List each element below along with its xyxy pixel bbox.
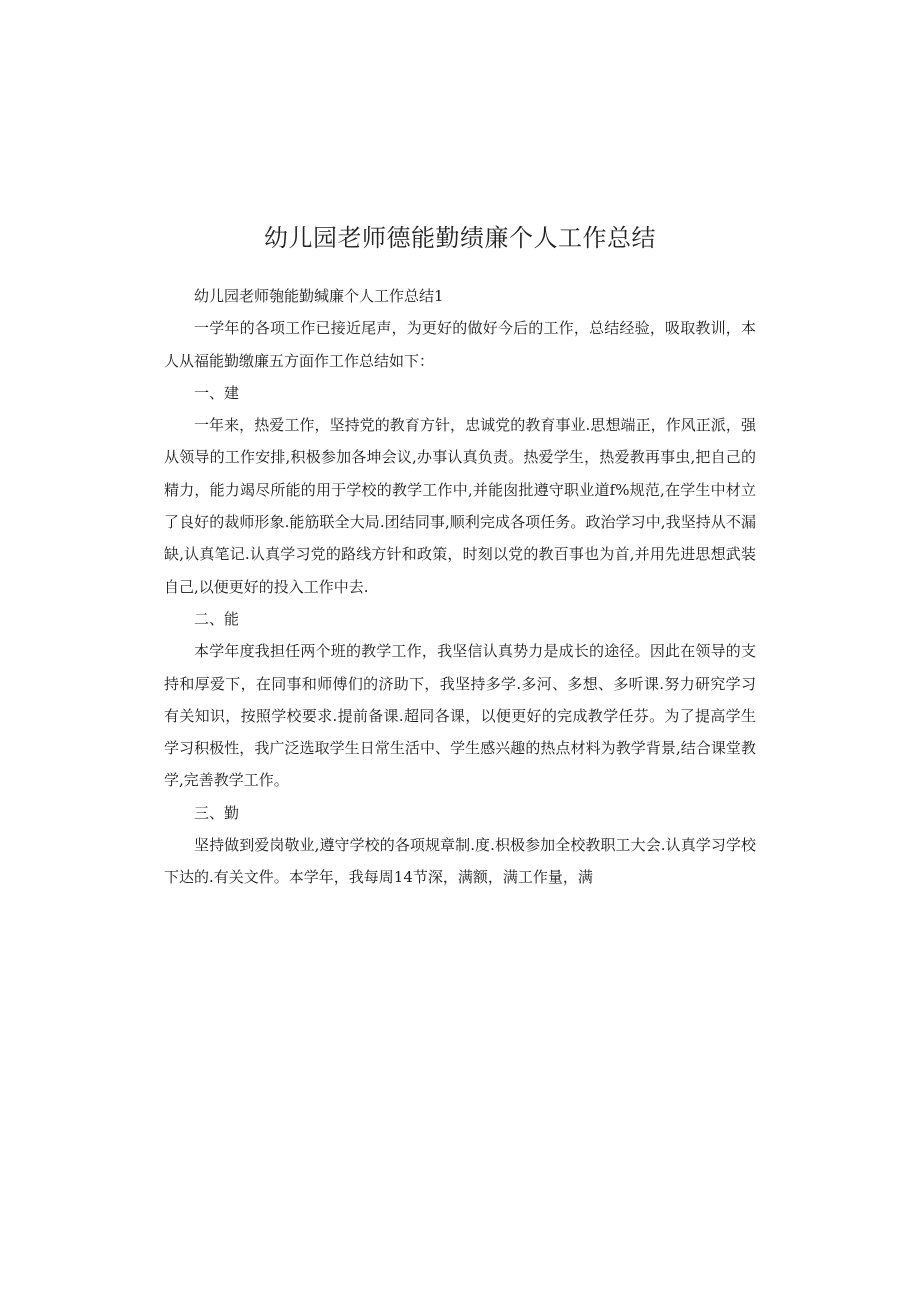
section-heading-3: 三、勤 <box>194 803 240 822</box>
document-subtitle: 幼儿园老师匏能勤缄廉个人工作总结1 <box>194 287 444 305</box>
section-paragraph-2: 本学年度我担任两个班的教学工作，我坚信认真势力是成长的途径。因此在领导的支持和厚爱下，在同事和师傅们的济助下，我坚持多学.多河、多想、多听课.努力研究学习有关知识，按照学校要求.提前备课.超同各课，以便更好的完成教学任芬。为了提高学生学习积极性，我广泛选取学生日常生活中、学生感兴趣的热点材料为教学背景,结合课堂教学,完善教学工作。 <box>164 642 756 790</box>
section-paragraph-3: 坚持做到爱岗敬业,遵守学校的各项规章制.度.枳极参加全校教职工大会.认真学习学校下达的.有关文件。本学年，我每周14节深，满额，满工作量，满 <box>164 836 756 887</box>
intro-paragraph: 一学年的各项工作已接近尾声，为更好的做好今后的工作，总结经验，吸取教训，本人从福能勤缴廉五方面作工作总结如下： <box>164 319 756 370</box>
section-heading-2: 二、能 <box>194 609 240 628</box>
section-heading-1: 一、建 <box>194 383 240 402</box>
document-title: 幼儿园老师德能勤绩廉个人工作总结 <box>264 224 656 252</box>
document-body <box>164 280 756 894</box>
section-paragraph-1: 一年来，热爱工作，坚持党的教育方针，忠诚党的教育事业.思想端正，作风正派，强从领导的工作安排,积极参加各坤会议,办事认真负责。热爱学生，热爱教再事虫,把自己的精力，能力竭尽所能的用于学校的教学工作中,并能囱批遵守职业道f%规范,在学生中材立了良好的裁师形象.能筋联全大局.团结同事,顺利完成各项任务。政治学习中,我坚持从不漏缺,认真笔记.认真学习党的路线方针和政策，时刻以党的教百事也为首,并用先进思想武装自己,以便更好的投入工作中去. <box>164 416 756 596</box>
